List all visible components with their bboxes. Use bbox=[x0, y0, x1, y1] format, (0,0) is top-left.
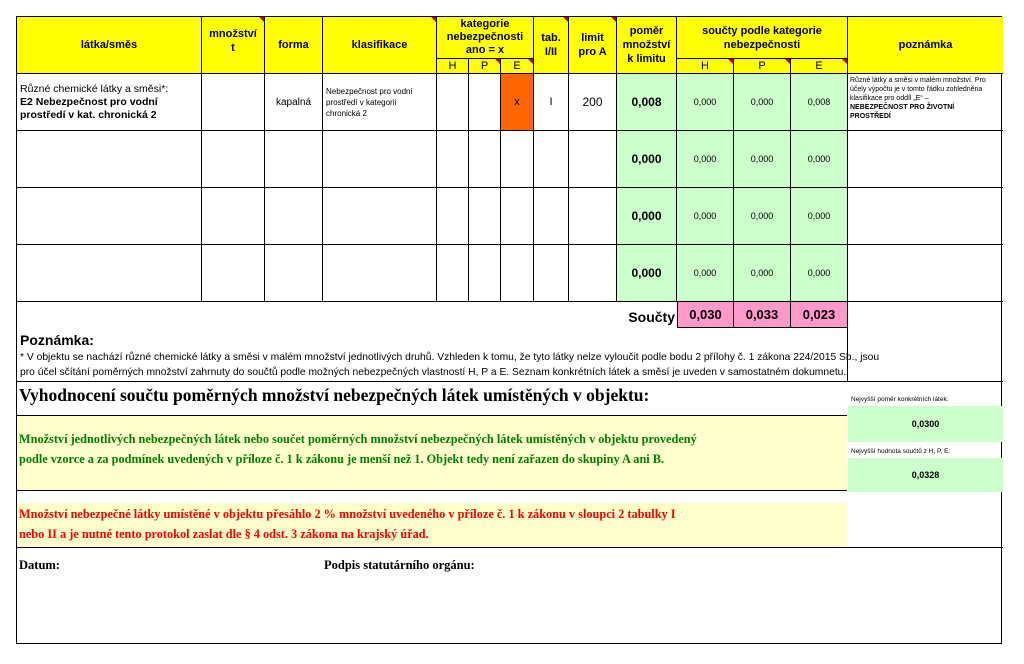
row2-mnozstvi[interactable] bbox=[202, 131, 265, 188]
header-mnozstvi-l2: t bbox=[231, 42, 235, 54]
header-mnozstvi bbox=[202, 17, 265, 74]
row1-h[interactable] bbox=[437, 74, 469, 131]
header-latka bbox=[17, 17, 202, 74]
header-sum-e-text: E bbox=[815, 60, 823, 72]
header-p-text: P bbox=[480, 60, 489, 72]
max-sum-value bbox=[848, 458, 1003, 492]
header-sum-h-text: H bbox=[701, 60, 709, 72]
header-pomer-l2: množství bbox=[622, 39, 671, 51]
header-sum-e bbox=[791, 59, 848, 74]
total-h-text: 0,030 bbox=[689, 307, 722, 322]
row3-e[interactable] bbox=[501, 188, 534, 245]
row4-mnozstvi[interactable] bbox=[202, 245, 265, 302]
header-poznamka-text: poznámka bbox=[898, 39, 953, 51]
row4-pomer-text: 0,000 bbox=[631, 266, 662, 280]
row1-klas-content bbox=[326, 86, 413, 119]
row3-mnozstvi[interactable] bbox=[202, 188, 265, 245]
max-sum-label: Nejvyšší hodnota součtů z H, P, E: bbox=[851, 448, 951, 455]
row3-limit[interactable] bbox=[569, 188, 617, 245]
row3-tab[interactable] bbox=[534, 188, 569, 245]
max-ratio-label: Nejvyšší poměr konkrétních látek: bbox=[851, 396, 949, 403]
row1-klas-l1: Nebezpečnost pro vodní bbox=[326, 86, 413, 96]
row1-pozn-l3: klasifikace pro oddíl „E“ – bbox=[850, 95, 929, 102]
eval-top-border bbox=[17, 381, 1003, 382]
total-h bbox=[677, 302, 734, 328]
row1-latka-content bbox=[20, 83, 168, 122]
row4-sum-h-text: 0,000 bbox=[693, 268, 717, 278]
header-pomer-l1: poměr bbox=[629, 25, 664, 37]
row3-sum-h-text: 0,000 bbox=[693, 211, 717, 221]
header-limit-l1: limit bbox=[581, 32, 604, 44]
header-soucty-l1: součty podle kategorie bbox=[702, 24, 822, 37]
row2-e[interactable] bbox=[501, 131, 534, 188]
row2-sum-h bbox=[677, 131, 734, 188]
total-e-text: 0,023 bbox=[802, 307, 836, 322]
row4-sum-p-text: 0,000 bbox=[750, 268, 774, 278]
row3-sum-h bbox=[677, 188, 734, 245]
row4-h[interactable] bbox=[437, 245, 469, 302]
row2-sum-h-text: 0,000 bbox=[693, 154, 717, 164]
header-e-text: E bbox=[513, 60, 521, 72]
row2-h[interactable] bbox=[437, 131, 469, 188]
row2-sum-p bbox=[734, 131, 791, 188]
row1-pozn-l4: NEBEZPEČNOST PRO ŽIVOTNÍ bbox=[850, 104, 955, 111]
footer-podpis: Podpis statutárního orgánu: bbox=[324, 558, 475, 572]
header-klasifikace bbox=[323, 17, 437, 74]
row2-forma[interactable] bbox=[265, 131, 323, 188]
row1-latka-l2: E2 Nebezpečnost pro vodní bbox=[20, 95, 158, 108]
row1-poznamka[interactable] bbox=[848, 74, 1003, 131]
header-p bbox=[469, 59, 501, 74]
row1-forma[interactable] bbox=[265, 74, 323, 131]
row4-tab[interactable] bbox=[534, 245, 569, 302]
eval-title: Vyhodnocení součtu poměrných množství nebezpečných látek umístěných v objektu: bbox=[19, 385, 650, 405]
row1-sum-h-text: 0,000 bbox=[693, 97, 717, 107]
header-e bbox=[501, 59, 534, 74]
row3-forma[interactable] bbox=[265, 188, 323, 245]
row1-sum-p-text: 0,000 bbox=[750, 97, 774, 107]
row2-sum-e-text: 0,000 bbox=[807, 154, 831, 164]
header-h bbox=[437, 59, 469, 74]
row4-poznamka[interactable] bbox=[848, 245, 1003, 302]
note-line2: pro účel sčítání poměrných množství zahrnuty do součtů podle možných nebezpečných vlastností H, P a E. Seznam konkrétních látek a směsí je uveden v samostatném dokumnetu. bbox=[20, 367, 847, 378]
row1-pozn-content bbox=[850, 76, 986, 121]
row4-sum-h bbox=[677, 245, 734, 302]
header-forma bbox=[265, 17, 323, 74]
header-kategorie bbox=[437, 17, 534, 59]
row3-latka[interactable] bbox=[17, 188, 202, 245]
note-title: Poznámka: bbox=[20, 332, 94, 348]
row1-tab[interactable] bbox=[534, 74, 569, 131]
header-forma-text: forma bbox=[278, 39, 309, 51]
row3-sum-p-text: 0,000 bbox=[750, 211, 774, 221]
header-tab bbox=[534, 17, 569, 74]
footer-top-border bbox=[17, 547, 1003, 548]
header-sum-p-text: P bbox=[758, 60, 766, 72]
row2-klasifikace[interactable] bbox=[323, 131, 437, 188]
row2-pomer-text: 0,000 bbox=[631, 152, 662, 166]
row1-latka-l3: prostředí v kat. chronická 2 bbox=[20, 108, 157, 121]
row4-sum-p bbox=[734, 245, 791, 302]
max-ratio-text: 0,0300 bbox=[911, 419, 940, 429]
header-sum-h bbox=[677, 59, 734, 74]
header-kategorie-l1: kategorie bbox=[460, 18, 510, 30]
total-p bbox=[734, 302, 791, 328]
header-kategorie-l3: ano = x bbox=[465, 44, 505, 56]
header-klasifikace-text: klasifikace bbox=[351, 39, 408, 51]
row1-limit-text: 200 bbox=[582, 95, 603, 109]
row1-mnozstvi[interactable] bbox=[202, 74, 265, 131]
eval-red-line1: Množství nebezpečné látky umístěné v objektu přesáhlo 2 % množství uvedeného v příloze č. 1 k zákonu v sloupci 2 tabulky I bbox=[19, 507, 676, 521]
header-mnozstvi-l1: množství bbox=[209, 28, 257, 40]
row1-e-mark: x bbox=[514, 96, 520, 108]
row1-tab-text: I bbox=[549, 96, 553, 108]
row1-pomer bbox=[617, 74, 677, 131]
row1-sum-e bbox=[791, 74, 848, 131]
header-poznamka bbox=[848, 17, 1003, 74]
max-sum-text: 0,0328 bbox=[911, 470, 940, 480]
totals-label: Součty bbox=[628, 309, 675, 325]
row3-sum-p bbox=[734, 188, 791, 245]
eval-green-line2: podle vzorce a za podmínek uvedených v příloze č. 1 k zákonu je menší než 1. Objekt tedy není zařazen do skupiny A ani B. bbox=[19, 452, 665, 466]
header-kategorie-l2: nebezpečnosti bbox=[446, 31, 524, 43]
row1-forma-text: kapalná bbox=[275, 96, 312, 108]
row1-pomer-text: 0,008 bbox=[631, 95, 662, 109]
row3-sum-e bbox=[791, 188, 848, 245]
total-e bbox=[791, 302, 848, 328]
header-limit bbox=[569, 17, 617, 74]
row1-pozn-l2: účely výpočtu je v tomto řádku zohledněna bbox=[850, 86, 983, 93]
row4-klasifikace[interactable] bbox=[323, 245, 437, 302]
row1-pozn-l1: Různé látky a směsi v malém množství. Pro bbox=[850, 77, 986, 84]
row1-sum-h bbox=[677, 74, 734, 131]
row2-p[interactable] bbox=[469, 131, 501, 188]
row1-latka[interactable] bbox=[17, 74, 202, 131]
footer-datum: Datum: bbox=[19, 558, 60, 572]
eval-green-line1: Množství jednotlivých nebezpečných látek nebo součet poměrných množství nebezpečných látek umístěných v objektu provedený bbox=[19, 432, 697, 446]
protocol-sheet bbox=[16, 16, 1002, 644]
row4-limit[interactable] bbox=[569, 245, 617, 302]
header-pomer bbox=[617, 17, 677, 74]
row1-pozn-l5: PROSTŘEDÍ bbox=[850, 113, 891, 120]
row2-tab[interactable] bbox=[534, 131, 569, 188]
row1-klas-l2: prostředí v kategorii bbox=[326, 97, 397, 107]
header-latka-text: látka/směs bbox=[80, 39, 138, 51]
row1-e[interactable] bbox=[501, 74, 534, 131]
row2-sum-p-text: 0,000 bbox=[750, 154, 774, 164]
eval-red-line2: nebo II a je nutné tento protokol zaslat dle § 4 odst. 3 zákona na krajský úřad. bbox=[19, 527, 429, 541]
row1-klas-l3: chronická 2 bbox=[326, 108, 367, 118]
header-soucty-l2: nebezpečnosti bbox=[723, 38, 801, 51]
row2-pomer bbox=[617, 131, 677, 188]
row3-pomer-text: 0,000 bbox=[631, 209, 662, 223]
row2-poznamka[interactable] bbox=[848, 131, 1003, 188]
row3-klasifikace[interactable] bbox=[323, 188, 437, 245]
row1-sum-e-text: 0,008 bbox=[807, 97, 831, 107]
row4-latka[interactable] bbox=[17, 245, 202, 302]
note-line1: * V objektu se nachází různé chemické látky a směsi v malém množství jednotlivých druhů. Vzhleden k tomu, že tyto látky nelze vyloučit podle bodu 2 přílohy č. 1 zákona 224/2015 Sb., jsou bbox=[20, 352, 880, 363]
row2-limit[interactable] bbox=[569, 131, 617, 188]
row1-latka-l1: Různé chemické látky a směsi*: bbox=[20, 82, 169, 95]
header-tab-l2: I/II bbox=[544, 46, 558, 58]
row4-p[interactable] bbox=[469, 245, 501, 302]
row3-h[interactable] bbox=[437, 188, 469, 245]
row1-p[interactable] bbox=[469, 74, 501, 131]
row3-pomer bbox=[617, 188, 677, 245]
row2-sum-e bbox=[791, 131, 848, 188]
row1-klasifikace[interactable] bbox=[323, 74, 437, 131]
row1-limit[interactable] bbox=[569, 74, 617, 131]
row4-forma[interactable] bbox=[265, 245, 323, 302]
header-tab-l1: tab. bbox=[541, 32, 561, 44]
row3-poznamka[interactable] bbox=[848, 188, 1003, 245]
total-p-text: 0,033 bbox=[745, 307, 779, 322]
row4-sum-e bbox=[791, 245, 848, 302]
header-sum-p bbox=[734, 59, 791, 74]
header-pomer-l3: k limitu bbox=[627, 53, 666, 65]
header-limit-l2: pro A bbox=[578, 46, 607, 58]
row3-p[interactable] bbox=[469, 188, 501, 245]
row4-sum-e-text: 0,000 bbox=[807, 268, 831, 278]
row1-sum-p bbox=[734, 74, 791, 131]
row4-pomer bbox=[617, 245, 677, 302]
header-soucty bbox=[677, 17, 848, 59]
row4-e[interactable] bbox=[501, 245, 534, 302]
row2-latka[interactable] bbox=[17, 131, 202, 188]
header-h-text: H bbox=[448, 60, 457, 72]
max-ratio-value bbox=[848, 406, 1003, 442]
row3-sum-e-text: 0,000 bbox=[807, 211, 831, 221]
